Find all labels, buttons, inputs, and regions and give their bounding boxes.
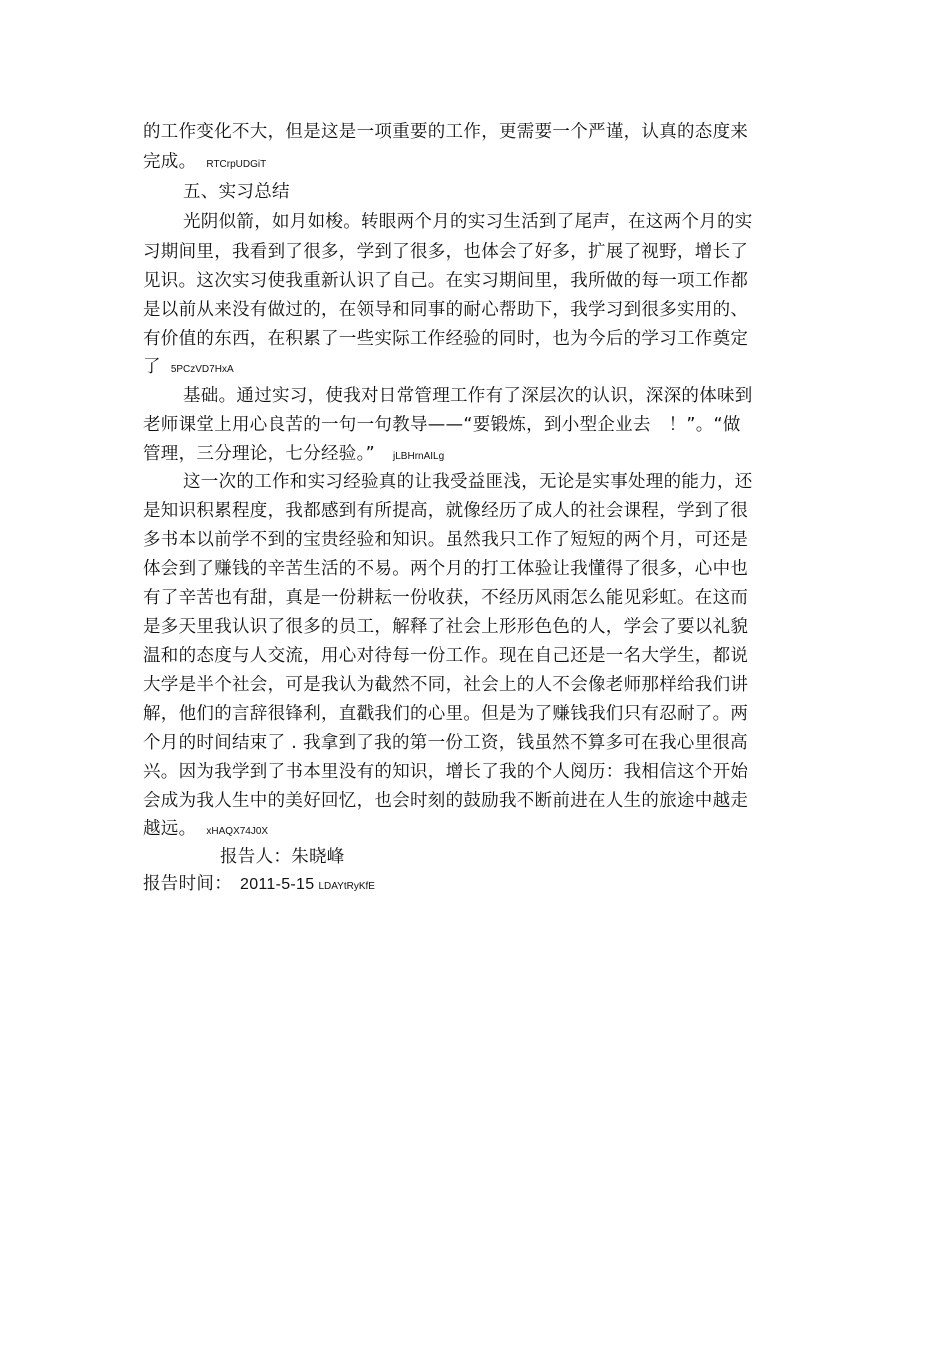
paragraph-line: 习期间里，我看到了很多，学到了很多，也体会了好多，扩展了视野，增长了 — [143, 242, 749, 262]
doc-code: xHAQX74J0X — [206, 826, 269, 837]
report-time-label: 报告时间： — [143, 874, 232, 894]
doc-code: RTCrpUDGiT — [206, 159, 267, 170]
paragraph-line: 解，他们的言辞很锋利，直戳我们的心里。但是为了赚钱我们只有忍耐了。两 — [143, 704, 749, 724]
paragraph-line: 兴。因为我学到了书本里没有的知识，增长了我的个人阅历：我相信这个开始 — [143, 762, 749, 782]
intro-line-1: 的工作变化不大，但是这是一项重要的工作，更需要一个严谨，认真的态度来 — [143, 122, 749, 142]
paragraph-line: 光阴似箭，如月如梭。转眼两个月的实习生活到了尾声，在这两个月的实 — [183, 212, 753, 232]
paragraph-text: 管理，三分理论，七分经验。” — [143, 444, 376, 464]
paragraph-line: 是多天里我认识了很多的员工，解释了社会上形形色色的人，学会了要以礼貌 — [143, 617, 749, 637]
paragraph-line: 是以前从来没有做过的，在领导和同事的耐心帮助下，我学习到很多实用的、 — [143, 300, 749, 320]
reporter-name: 报告人：朱晓峰 — [220, 847, 345, 867]
section-heading: 五、实习总结 — [183, 182, 290, 202]
paragraph-text: 越远。 — [143, 819, 197, 839]
report-date: 2011-5-15 — [240, 876, 315, 893]
paragraph-line: 多书本以前学不到的宝贵经验和知识。虽然我只工作了短短的两个月，可还是 — [143, 530, 749, 550]
paragraph-line — [143, 443, 444, 468]
paragraph-line: 有价值的东西，在积累了一些实际工作经验的同时，也为今后的学习工作奠定 — [143, 329, 749, 349]
paragraph-line: 温和的态度与人交流，用心对待每一份工作。现在自己还是一名大学生，都说 — [143, 646, 749, 666]
paragraph-line: 大学是半个社会，可是我认为截然不同，社会上的人不会像老师那样给我们讲 — [143, 675, 749, 695]
paragraph-line: 这一次的工作和实习经验真的让我受益匪浅，无论是实事处理的能力，还 — [183, 472, 753, 492]
paragraph-text: 了 — [143, 357, 161, 377]
paragraph-line: 是知识积累程度，我都感到有所提高，就像经历了成人的社会课程，学到了很 — [143, 501, 749, 521]
report-date-line — [143, 873, 375, 898]
paragraph-line: 有了辛苦也有甜，真是一份耕耘一份收获，不经历风雨怎么能见彩虹。在这而 — [143, 588, 749, 608]
paragraph-line: 老师课堂上用心良苦的一句一句教导——“要锻炼，到小型企业去 ！”。“做 — [143, 415, 741, 435]
intro-line-2 — [143, 151, 266, 176]
paragraph-line: 基础。通过实习，使我对日常管理工作有了深层次的认识，深深的体味到 — [183, 386, 753, 406]
paragraph-line — [143, 356, 234, 381]
doc-code: LDAYtRyKfE — [318, 881, 375, 892]
doc-code: jLBHrnAILg — [393, 451, 445, 462]
paragraph-line: 见识。这次实习使我重新认识了自己。在实习期间里，我所做的每一项工作都 — [143, 271, 749, 291]
paragraph-line: 体会到了赚钱的辛苦生活的不易。两个月的打工体验让我懂得了很多，心中也 — [143, 559, 749, 579]
paragraph-line — [143, 818, 268, 843]
intro-text: 完成。 — [143, 152, 197, 172]
paragraph-line: 个月的时间结束了 . 我拿到了我的第一份工资，钱虽然不算多可在我心里很高 — [143, 733, 748, 753]
doc-code: 5PCzVD7HxA — [170, 364, 234, 375]
paragraph-line: 会成为我人生中的美好回忆，也会时刻的鼓励我不断前进在人生的旅途中越走 — [143, 791, 749, 811]
